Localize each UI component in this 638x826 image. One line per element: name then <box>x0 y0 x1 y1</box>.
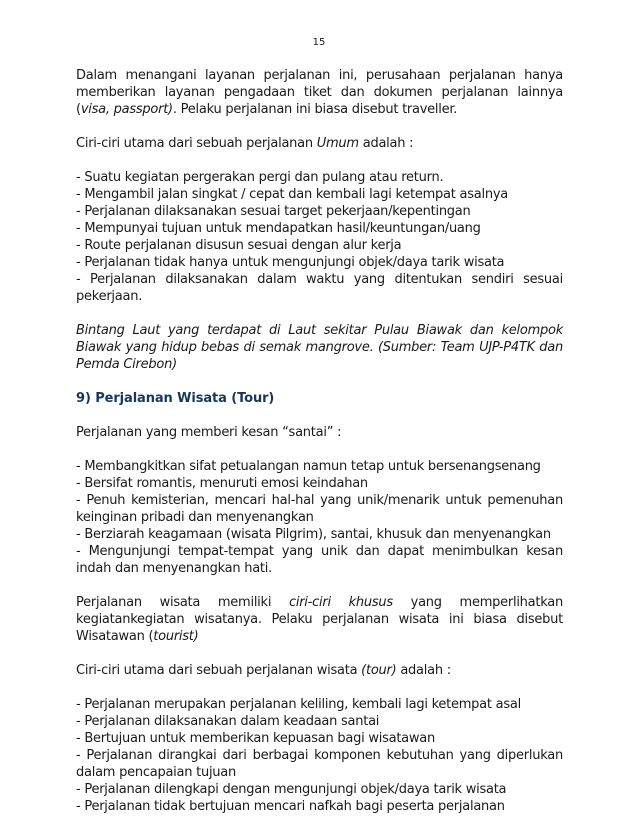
tour-intro-emphasis: (tour) <box>361 663 397 678</box>
intro-text-end: . Pelaku perjalanan ini biasa disebut traveller. <box>172 102 458 117</box>
tour-intro-text: Ciri-ciri utama dari sebuah perjalanan wisata <box>76 663 362 678</box>
khusus-text: Perjalanan wisata memiliki <box>76 595 289 610</box>
intro-emphasis: visa, passport) <box>80 102 173 117</box>
list-item: - Penuh kemisterian, mencari hal-hal yang unik/menarik untuk pemenuhan keinginan pribadi dan menyenangkan <box>76 493 563 525</box>
khusus-paragraph <box>76 594 563 645</box>
list-item: - Suatu kegiatan pergerakan pergi dan pulang atau return. <box>76 170 444 185</box>
tour-intro-end: adalah : <box>396 663 451 678</box>
document-body <box>76 67 563 815</box>
khusus-text-mid: yang memperlihatkan kegiatankegiatan wisatanya. Pelaku perjalanan wisata ini biasa disebut Wisatawan ( <box>76 595 563 644</box>
list-item: - Route perjalanan disusun sesuai dengan alur kerja <box>76 238 402 253</box>
santai-intro: Perjalanan yang memberi kesan “santai” : <box>76 425 342 440</box>
list-item: - Membangkitkan sifat petualangan namun tetap untuk bersenangsenang <box>76 459 541 474</box>
list-item: - Perjalanan dilaksanakan dalam keadaan santai <box>76 714 380 729</box>
list-item: - Perjalanan merupakan perjalanan keliling, kembali lagi ketempat asal <box>76 697 521 712</box>
list-item: - Bersifat romantis, menuruti emosi keindahan <box>76 476 368 491</box>
intro-paragraph <box>76 67 563 118</box>
intro-text: Dalam menangani layanan perjalanan ini, perusahaan perjalanan hanya memberikan layanan pengadaan tiket dan dokumen perjalanan lainnya ( <box>76 68 563 117</box>
page-number: 15 <box>312 37 326 48</box>
list-item: - Perjalanan dilengkapi dengan mengunjungi objek/daya tarik wisata <box>76 782 507 797</box>
khusus-emphasis-end: tourist) <box>153 629 199 644</box>
list-item: - Bertujuan untuk memberikan kepuasan bagi wisatawan <box>76 731 435 746</box>
umum-intro-text: Ciri-ciri utama dari sebuah perjalanan <box>76 136 317 151</box>
image-caption: Bintang Laut yang terdapat di Laut sekitar Pulau Biawak dan kelompok Biawak yang hidup bebas di semak mangrove. (Sumber: Team UJP-P4TK dan Pemda Cirebon) <box>76 323 563 372</box>
list-item: - Mempunyai tujuan untuk mendapatkan hasil/keuntungan/uang <box>76 221 481 236</box>
umum-list <box>76 169 563 305</box>
list-item: - Perjalanan dilaksanakan dalam waktu yang ditentukan sendiri sesuai pekerjaan. <box>76 272 563 304</box>
list-item: - Perjalanan tidak hanya untuk mengunjungi objek/daya tarik wisata <box>76 255 505 270</box>
umum-intro <box>76 135 563 152</box>
umum-intro-emphasis: Umum <box>316 136 359 151</box>
list-item: - Mengambil jalan singkat / cepat dan kembali lagi ketempat asalnya <box>76 187 508 202</box>
khusus-emphasis: ciri-ciri khusus <box>288 595 393 610</box>
santai-list <box>76 458 563 577</box>
tour-list <box>76 696 563 815</box>
list-item: - Perjalanan dirangkai dari berbagai komponen kebutuhan yang diperlukan dalam pencapaian tujuan <box>76 748 563 780</box>
umum-intro-end: adalah : <box>358 136 414 151</box>
tour-intro <box>76 662 563 679</box>
section-heading: 9) Perjalanan Wisata (Tour) <box>76 391 275 406</box>
list-item: - Perjalanan dilaksanakan sesuai target pekerjaan/kepentingan <box>76 204 471 219</box>
list-item: - Berziarah keagamaan (wisata Pilgrim), santai, khusuk dan menyenangkan <box>76 527 551 542</box>
list-item: - Mengunjungi tempat-tempat yang unik dan dapat menimbulkan kesan indah dan menyenangkan hati. <box>76 544 563 576</box>
list-item: - Perjalanan tidak bertujuan mencari nafkah bagi peserta perjalanan <box>76 799 505 814</box>
